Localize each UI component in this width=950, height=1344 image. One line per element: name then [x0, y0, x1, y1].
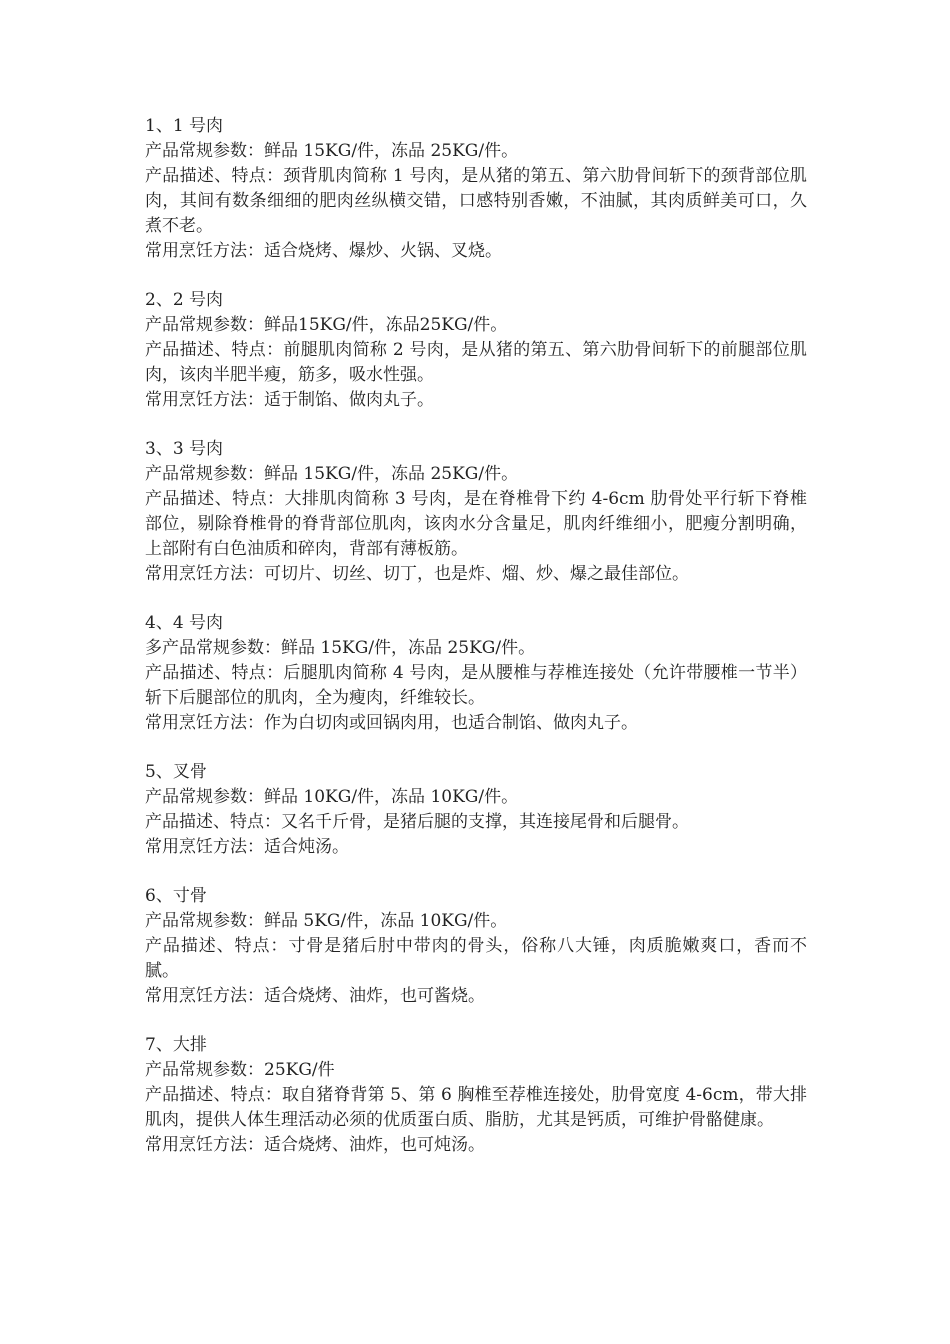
product-params: 产品常规参数：鲜品 15KG/件，冻品 25KG/件。	[145, 141, 519, 161]
product-description: 产品描述、特点：寸骨是猪后肘中带肉的骨头，俗称八大锤，肉质脆嫩爽口，香而不腻。	[145, 936, 807, 981]
product-description: 产品描述、特点：取自猪脊背第 5、第 6 胸椎至荐椎连接处，肋骨宽度 4-6cm，带大排肌肉，提供人体生理活动必须的优质蛋白质、脂肪，尤其是钙质，可维护骨骼健康。	[145, 1085, 807, 1130]
cooking-methods: 常用烹饪方法：适合烧烤、爆炒、火锅、叉烧。	[145, 241, 502, 261]
cooking-methods: 常用烹饪方法：作为白切肉或回锅肉用，也适合制馅、做肉丸子。	[145, 713, 638, 733]
product-section-6	[145, 884, 807, 1009]
product-section-4	[145, 611, 807, 736]
section-title: 3、3 号肉	[145, 439, 224, 459]
cooking-methods: 常用烹饪方法：适合烧烤、油炸，也可炖汤。	[145, 1135, 485, 1155]
section-title: 2、2 号肉	[145, 290, 224, 310]
product-params: 产品常规参数：鲜品 5KG/件，冻品 10KG/件。	[145, 911, 508, 931]
product-section-3	[145, 437, 807, 587]
section-title: 5、叉骨	[145, 762, 207, 782]
product-description: 产品描述、特点：前腿肌肉简称 2 号肉，是从猪的第五、第六肋骨间斩下的前腿部位肌肉，该肉半肥半瘦，筋多，吸水性强。	[145, 340, 807, 385]
product-params: 多产品常规参数：鲜品 15KG/件，冻品 25KG/件。	[145, 638, 536, 658]
section-title: 7、大排	[145, 1035, 207, 1055]
product-params: 产品常规参数：鲜品 10KG/件，冻品 10KG/件。	[145, 787, 519, 807]
cooking-methods: 常用烹饪方法：适于制馅、做肉丸子。	[145, 390, 434, 410]
section-title: 1、1 号肉	[145, 116, 224, 136]
cooking-methods: 常用烹饪方法：适合炖汤。	[145, 837, 349, 857]
product-section-7	[145, 1033, 807, 1158]
product-description: 产品描述、特点：大排肌肉简称 3 号肉，是在脊椎骨下约 4-6cm 肋骨处平行斩下脊椎部位，剔除脊椎骨的脊背部位肌肉，该肉水分含量足，肌肉纤维细小，肥瘦分割明确，上部附有白色油质和碎肉，背部有薄板筋。	[145, 489, 807, 559]
cooking-methods: 常用烹饪方法：适合烧烤、油炸，也可酱烧。	[145, 986, 485, 1006]
product-description: 产品描述、特点：后腿肌肉简称 4 号肉，是从腰椎与荐椎连接处（允许带腰椎一节半）斩下后腿部位的肌肉，全为瘦肉，纤维较长。	[145, 663, 807, 708]
section-title: 4、4 号肉	[145, 613, 224, 633]
product-params: 产品常规参数：鲜品15KG/件，冻品25KG/件。	[145, 315, 508, 335]
cooking-methods: 常用烹饪方法：可切片、切丝、切丁，也是炸、熘、炒、爆之最佳部位。	[145, 564, 689, 584]
product-description: 产品描述、特点：颈背肌肉简称 1 号肉，是从猪的第五、第六肋骨间斩下的颈背部位肌肉，其间有数条细细的肥肉丝纵横交错，口感特别香嫩，不油腻，其肉质鲜美可口，久煮不老。	[145, 166, 807, 236]
product-params: 产品常规参数：25KG/件	[145, 1060, 335, 1080]
product-section-5	[145, 760, 807, 860]
product-params: 产品常规参数：鲜品 15KG/件，冻品 25KG/件。	[145, 464, 519, 484]
product-section-1	[145, 114, 807, 264]
document-body	[145, 114, 807, 1182]
product-description: 产品描述、特点：又名千斤骨，是猪后腿的支撑，其连接尾骨和后腿骨。	[145, 812, 689, 832]
section-title: 6、寸骨	[145, 886, 207, 906]
product-section-2	[145, 288, 807, 413]
